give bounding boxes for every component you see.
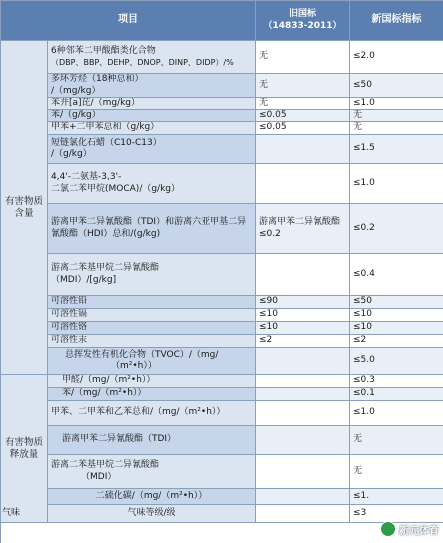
row-mdi-content-sub: （MDI）/[g/kg] xyxy=(51,274,117,285)
row-tdi-release-old xyxy=(256,426,350,455)
row-odor-old xyxy=(256,505,350,523)
row-tdi-release-new: 无 xyxy=(350,426,443,455)
row-formaldehyde-item: 甲醛/（mg/（m²•h）） xyxy=(48,375,256,388)
row-tdi-release-item: 游离甲苯二异氰酸酯（TDI） xyxy=(48,426,256,455)
row-mdi-release-new: 无 xyxy=(350,455,443,489)
row-benzene-release-new: ≤0.1 xyxy=(350,388,443,401)
row-btex-item: 甲苯、二甲苯和乙苯总和/（mg/（m²•h）） xyxy=(48,401,256,426)
header-old-label: 旧国标 xyxy=(288,9,316,20)
row-formaldehyde-new: ≤0.3 xyxy=(350,375,443,388)
row-toluene-xylene-item: 甲苯+二甲苯总和（g/kg） xyxy=(48,122,256,135)
watermark xyxy=(380,521,439,537)
category-release: 有害物质释放量 xyxy=(1,375,48,523)
row-tvoc-item xyxy=(48,348,256,375)
row-moca-new: ≤1.0 xyxy=(350,164,443,204)
row-tvoc-new: ≤5.0 xyxy=(350,348,443,375)
row-toluene-xylene-old: ≤0.05 xyxy=(256,122,350,135)
row-pah-sub: /（mg/kg） xyxy=(51,85,101,96)
row-benzene-release-item: 苯/（mg/（m²•h）） xyxy=(48,388,256,401)
row-benzene-old: ≤0.05 xyxy=(256,110,350,122)
row-pah-new: ≤50 xyxy=(350,74,443,98)
header-item: 项目 xyxy=(1,1,256,41)
row-mdi-release-sub: （MDI） xyxy=(81,471,117,482)
row-tdi-hdi-old: 游离甲苯二异氰酸酯≤0.2 xyxy=(256,204,350,254)
row-sccp-item xyxy=(48,135,256,164)
row-chromium-item: 可溶性铬 xyxy=(48,322,256,335)
row-cs2-item: 二硫化碳/（mg/（m²•h）） xyxy=(48,489,256,505)
category-content: 有害物质含量 xyxy=(1,41,48,375)
row-chromium-new: ≤10 xyxy=(350,322,443,335)
row-cadmium-item: 可溶性镉 xyxy=(48,309,256,322)
row-mdi-release-old xyxy=(256,455,350,489)
row-benzene-release-old xyxy=(256,388,350,401)
row-benzene-item: 苯/（g/kg） xyxy=(48,110,256,122)
header-old-code: （14833-2011） xyxy=(263,20,342,31)
row-sccp-label: 短链氯化石蜡（C10-C13） xyxy=(51,137,162,148)
row-tvoc-sub: （m²•h）） xyxy=(111,361,157,371)
row-bap-old: 无 xyxy=(256,98,350,110)
row-pah-label: 多环芳烃（18种总和） xyxy=(51,74,144,85)
row-bap-new: ≤1.0 xyxy=(350,98,443,110)
row-cadmium-old: ≤10 xyxy=(256,309,350,322)
row-tvoc-label: 总挥发性有机化合物（TVOC）/（mg/ xyxy=(65,349,219,360)
watermark-text: 新元体育 xyxy=(399,525,439,537)
row-pah-old: 无 xyxy=(256,74,350,98)
row-tdi-hdi-new: ≤0.2 xyxy=(350,204,443,254)
row-tvoc-old xyxy=(256,348,350,375)
row-lead-item: 可溶性铅 xyxy=(48,296,256,309)
row-mdi-content-old xyxy=(256,254,350,296)
row-mdi-release-label: 游离二苯基甲烷二异氰酸酯 xyxy=(51,460,160,471)
row-mercury-new: ≤2 xyxy=(350,335,443,348)
row-cadmium-new: ≤10 xyxy=(350,309,443,322)
header-new-standard: 新国标指标 xyxy=(350,1,443,41)
row-phthalates-item xyxy=(48,41,256,74)
row-odor-item: 气味等级/级 xyxy=(48,505,256,523)
row-mdi-content-label: 游离二苯基甲烷二异氰酸酯 xyxy=(51,263,160,274)
row-chromium-old: ≤10 xyxy=(256,322,350,335)
row-phthalates-sub: （DBP、BBP、DEHP、DNOP、DINP、DIDP）/% xyxy=(51,57,234,67)
header-old-standard xyxy=(256,1,350,41)
row-phthalates-label: 6种邻苯二甲酸酯类化合物 xyxy=(51,46,156,57)
row-cs2-new: ≤1. xyxy=(350,489,443,505)
row-mdi-content-item xyxy=(48,254,256,296)
row-moca-sub: 二氯二苯甲烷(MOCA)/（g/kg） xyxy=(51,183,181,194)
row-mdi-content-new: ≤0.4 xyxy=(350,254,443,296)
row-phthalates-old: 无 xyxy=(256,41,350,74)
row-mercury-item: 可溶性汞 xyxy=(48,335,256,348)
row-pah-item xyxy=(48,74,256,98)
row-moca-old xyxy=(256,164,350,204)
row-sccp-sub: /（g/kg） xyxy=(51,149,92,159)
row-bap-item: 苯并[a]芘/（mg/kg） xyxy=(48,98,256,110)
row-moca-label: 4,4'-二氨基-3,3'- xyxy=(51,172,122,183)
row-sccp-old xyxy=(256,135,350,164)
row-sccp-new: ≤1.5 xyxy=(350,135,443,164)
row-cs2-old xyxy=(256,489,350,505)
row-btex-old xyxy=(256,401,350,426)
row-lead-new: ≤50 xyxy=(350,296,443,309)
row-tdi-hdi-item: 游离甲苯二异氰酸酯（TDI）和游离六亚甲基二异氰酸酯（HDI）总和/(g/kg) xyxy=(48,204,256,254)
row-odor-new: ≤3 xyxy=(350,505,443,523)
row-formaldehyde-old xyxy=(256,375,350,388)
odor-category: 气味 xyxy=(1,505,48,523)
row-mdi-release-item xyxy=(48,455,256,489)
row-phthalates-new: ≤2.0 xyxy=(350,41,443,74)
row-btex-new: ≤1.0 xyxy=(350,401,443,426)
wechat-icon xyxy=(380,521,396,537)
row-toluene-xylene-new: 无 xyxy=(350,122,443,135)
row-moca-item xyxy=(48,164,256,204)
row-benzene-new: 无 xyxy=(350,110,443,122)
row-mercury-old: ≤2 xyxy=(256,335,350,348)
row-lead-old: ≤90 xyxy=(256,296,350,309)
